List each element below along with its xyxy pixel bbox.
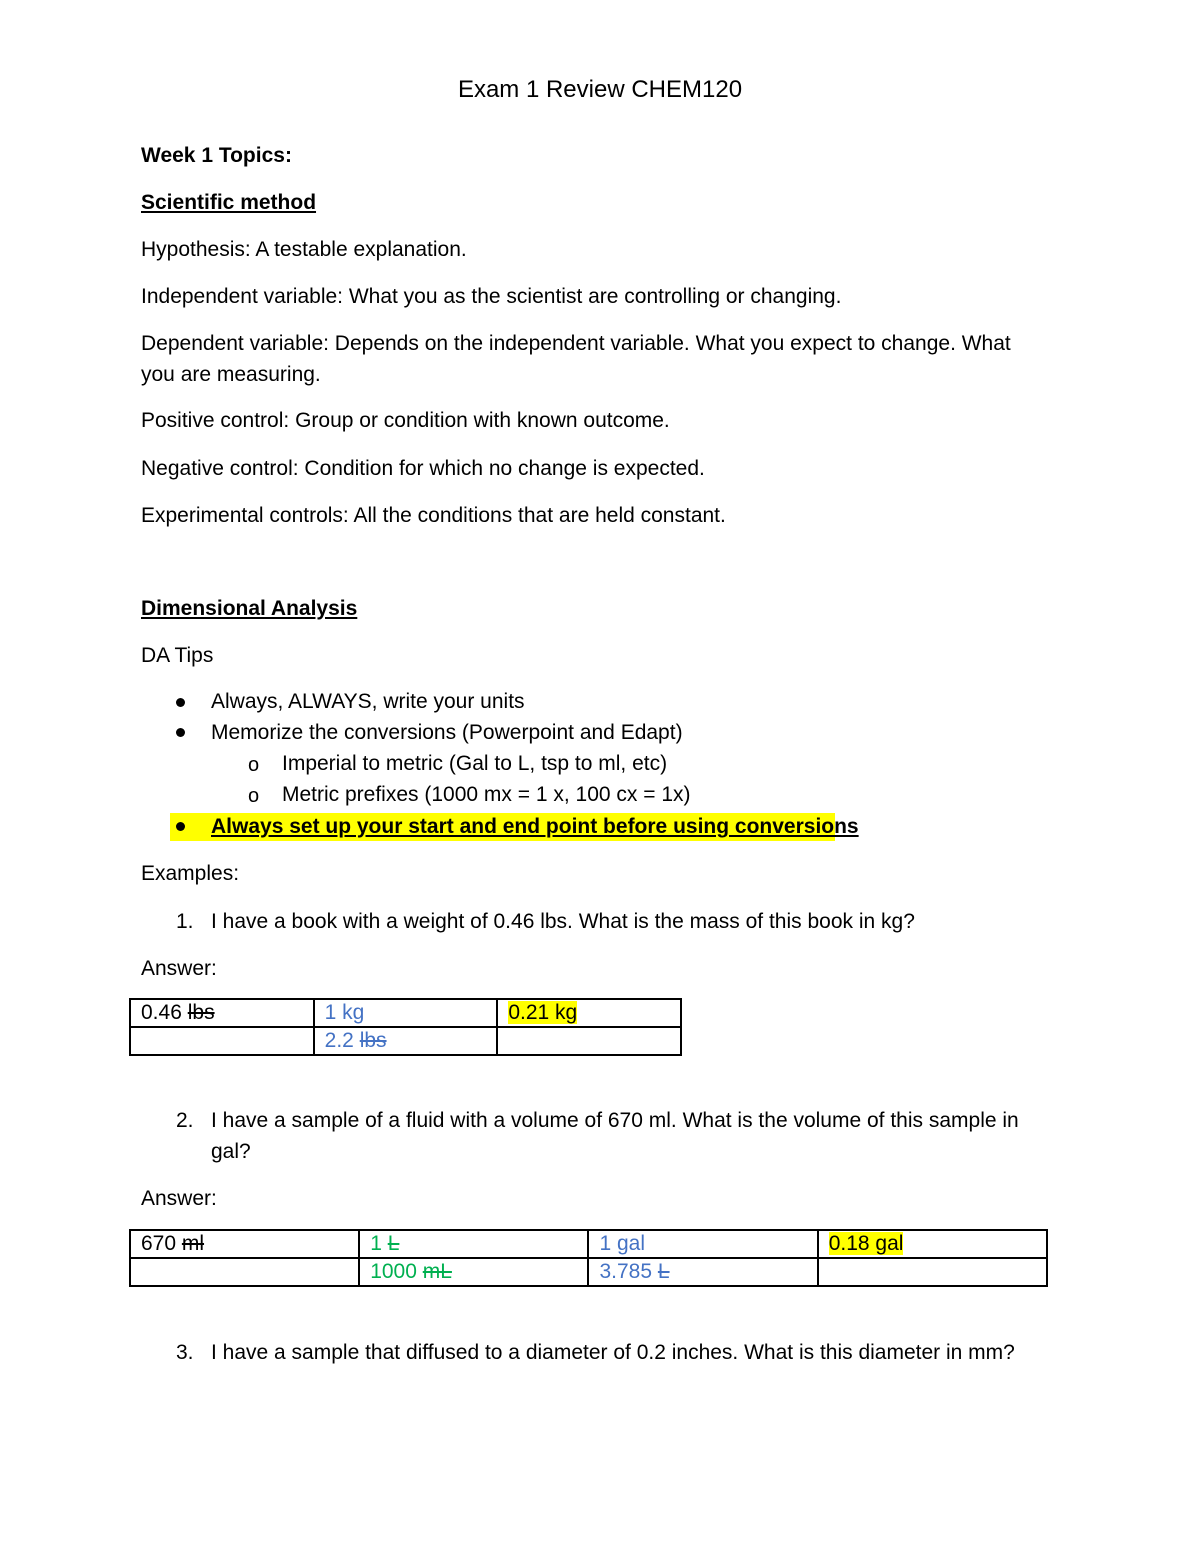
table-cell: 0.46 lbs [130, 999, 314, 1027]
definition-dependent-variable-cont: you are measuring. [141, 363, 321, 386]
example-question: I have a sample of a fluid with a volume of 670 ml. What is the volume of this sample in [211, 1109, 1019, 1132]
definition-term: Negative control: [141, 457, 299, 480]
table-cell: 1 L [359, 1230, 588, 1258]
example-question-cont: gal? [211, 1140, 251, 1163]
example-number: 3. [176, 1341, 194, 1364]
table-cell [497, 999, 681, 1027]
definition-hypothesis [141, 237, 467, 263]
table-cell: 3.785 L [588, 1258, 817, 1286]
tip-item: Always, ALWAYS, write your units [211, 690, 525, 713]
table-cell: 1 gal [588, 1230, 817, 1258]
cancelled-unit: L [387, 1232, 400, 1255]
page-title: Exam 1 Review CHEM120 [457, 76, 743, 103]
example-number: 1. [176, 910, 194, 933]
definition-independent-variable [141, 284, 841, 310]
table-cell [130, 1258, 359, 1286]
bullet-icon [176, 728, 185, 737]
answer-value: 0.21 kg [508, 1001, 578, 1024]
table-cell: 1 kg [314, 999, 498, 1027]
table-cell: 670 ml [130, 1230, 359, 1258]
table-cell [497, 1027, 681, 1055]
definition-term: Dependent variable: [141, 332, 329, 355]
answer-value: 0.18 gal [828, 1232, 904, 1255]
example-question: I have a book with a weight of 0.46 lbs. What is the mass of this book in kg? [211, 910, 915, 933]
subtip-marker-icon: o [248, 754, 260, 776]
cancelled-unit: lbs [359, 1029, 387, 1052]
table-row [130, 1230, 1047, 1258]
answer-label: Answer: [141, 957, 217, 980]
table-cell [130, 1027, 314, 1055]
example-number: 2. [176, 1109, 194, 1132]
cancelled-unit: mL [422, 1260, 452, 1283]
subtip-item: Metric prefixes (1000 mx = 1 x, 100 cx = 1x) [282, 783, 691, 806]
table-row [130, 1258, 1047, 1286]
definition-text: What you as the scientist are controlling or changing. [343, 285, 842, 308]
cancelled-unit: ml [181, 1232, 205, 1255]
definition-text: Depends on the independent variable. What you expect to change. What [328, 332, 1011, 355]
example-question: I have a sample that diffused to a diameter of 0.2 inches. What is this diameter in mm? [211, 1341, 1015, 1364]
examples-label: Examples: [141, 862, 240, 885]
definition-text: A testable explanation. [250, 238, 467, 261]
tip-item: Memorize the conversions (Powerpoint and Edapt) [211, 721, 683, 744]
subtip-marker-icon: o [248, 785, 260, 807]
conversion-table [129, 1229, 1048, 1287]
definition-term: Experimental controls: [141, 504, 349, 527]
definition-negative-control [141, 456, 705, 482]
definition-term: Hypothesis: [141, 238, 251, 261]
table-row [130, 999, 681, 1027]
da-tips-label: DA Tips [141, 644, 214, 667]
subtip-item: Imperial to metric (Gal to L, tsp to ml, etc) [282, 752, 668, 775]
dimensional-analysis-heading: Dimensional Analysis [141, 597, 358, 620]
definition-text: Group or condition with known outcome. [289, 409, 670, 432]
table-row [130, 1027, 681, 1055]
table-cell: 2.2 lbs [314, 1027, 498, 1055]
cancelled-unit: L [657, 1260, 670, 1283]
cancelled-unit: lbs [187, 1001, 215, 1024]
week-heading: Week 1 Topics: [141, 144, 292, 167]
definition-positive-control [141, 408, 670, 434]
table-cell: 1000 mL [359, 1258, 588, 1286]
bullet-icon [176, 698, 185, 707]
table-cell [818, 1258, 1047, 1286]
answer-label: Answer: [141, 1187, 217, 1210]
bullet-icon [176, 822, 185, 831]
definition-dependent-variable [141, 331, 1011, 357]
scientific-method-heading: Scientific method [141, 191, 317, 214]
definition-text: Condition for which no change is expected. [298, 457, 705, 480]
definition-text: All the conditions that are held constant. [348, 504, 726, 527]
tip-item-highlighted: Always set up your start and end point before using conversions [211, 815, 859, 838]
conversion-table [129, 998, 682, 1056]
definition-term: Positive control: [141, 409, 290, 432]
table-cell [818, 1230, 1047, 1258]
definition-term: Independent variable: [141, 285, 343, 308]
definition-experimental-controls [141, 503, 726, 529]
